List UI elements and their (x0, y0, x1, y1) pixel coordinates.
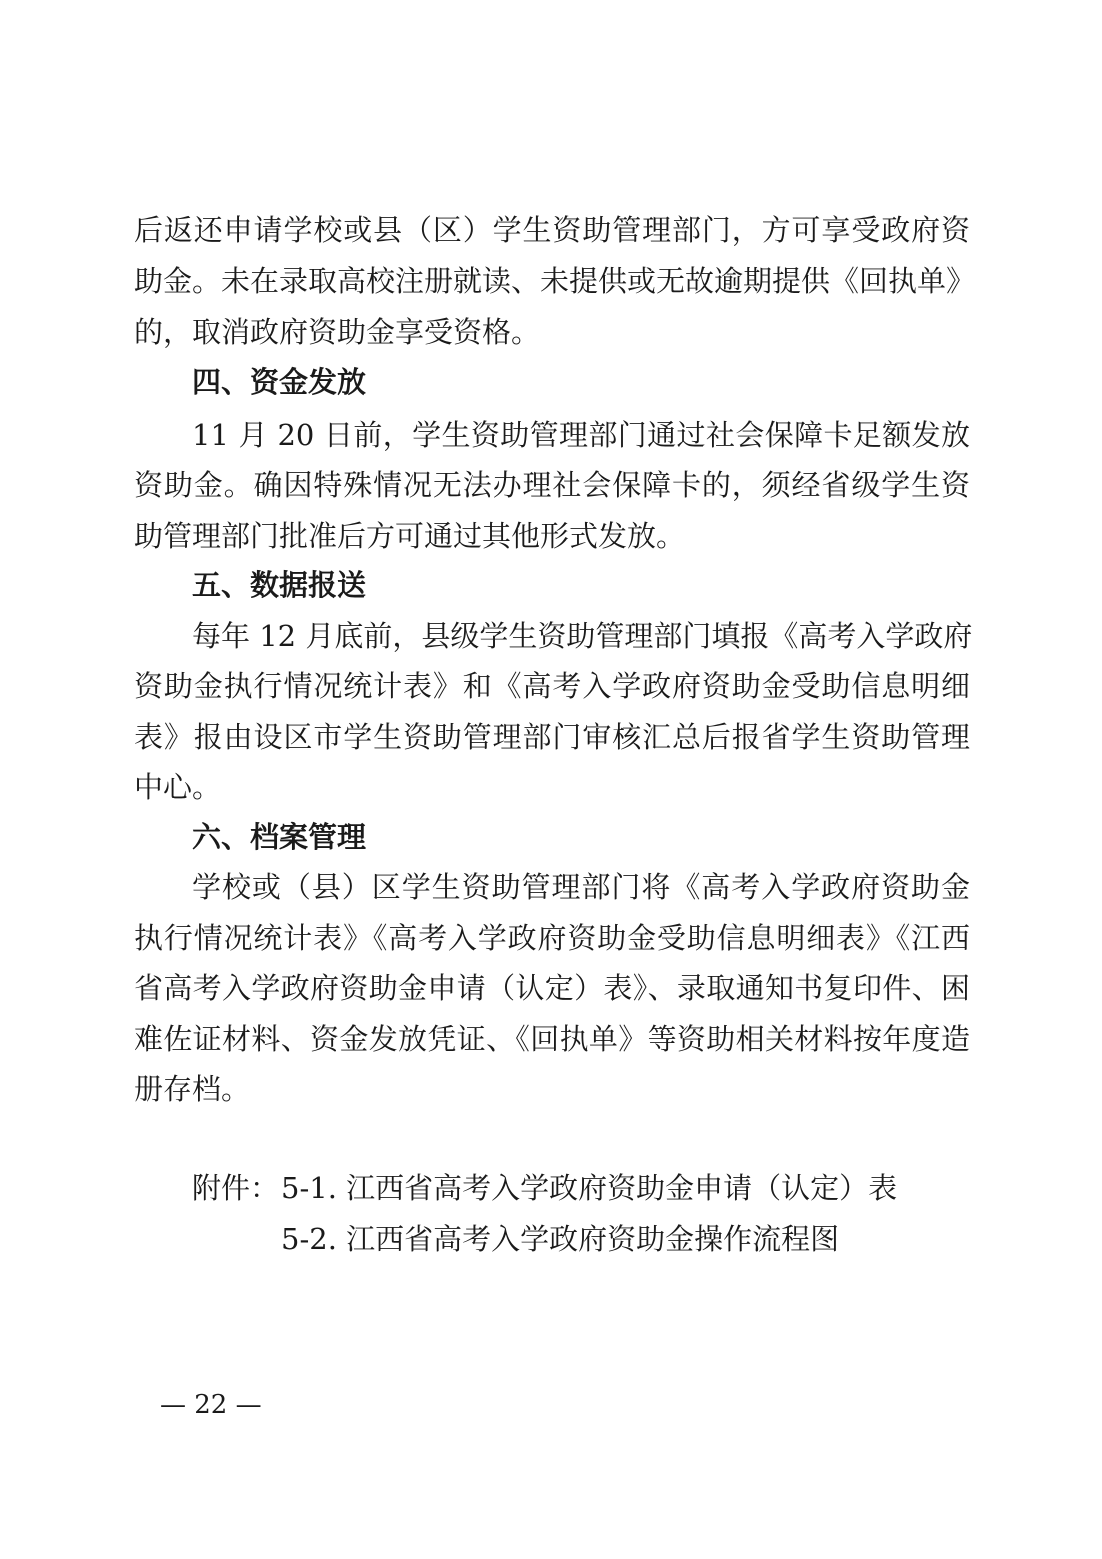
attachment-item: 5-2. 江西省高考入学政府资助金操作流程图 (281, 1222, 840, 1256)
paragraph-line: 11 月 20 日前，学生资助管理部门通过社会保障卡足额发放 (192, 418, 970, 452)
paragraph-line: 难佐证材料、资金发放凭证、《回执单》等资助相关材料按年度造 (134, 1022, 970, 1056)
paragraph-line: 中心。 (134, 770, 222, 804)
paragraph-line: 册存档。 (134, 1072, 251, 1106)
paragraph-line: 助管理部门批准后方可通过其他形式发放。 (134, 519, 686, 553)
section-heading: 五、数据报送 (192, 568, 367, 602)
paragraph-line: 学校或（县）区学生资助管理部门将《高考入学政府资助金 (192, 870, 970, 904)
paragraph-line: 资助金。确因特殊情况无法办理社会保障卡的，须经省级学生资 (134, 468, 970, 502)
paragraph-line: 后返还申请学校或县（区）学生资助管理部门，方可享受政府资 (134, 213, 970, 247)
paragraph-line: 表》报由设区市学生资助管理部门审核汇总后报省学生资助管理 (134, 720, 970, 754)
paragraph-line: 的，取消政府资助金享受资格。 (134, 315, 541, 349)
paragraph-line: 助金。未在录取高校注册就读、未提供或无故逾期提供《回执单》 (134, 264, 976, 298)
attachments-label: 附件： (192, 1171, 280, 1205)
paragraph-line: 省高考入学政府资助金申请（认定）表》、录取通知书复印件、困 (134, 971, 970, 1005)
section-heading: 六、档案管理 (192, 820, 367, 854)
attachment-item: 5-1. 江西省高考入学政府资助金申请（认定）表 (281, 1171, 898, 1205)
page-number: — 22 — (160, 1390, 262, 1420)
paragraph-line: 资助金执行情况统计表》和《高考入学政府资助金受助信息明细 (134, 669, 970, 703)
paragraph-line: 每年 12 月底前，县级学生资助管理部门填报《高考入学政府 (192, 619, 973, 653)
paragraph-line: 执行情况统计表》《高考入学政府资助金受助信息明细表》《江西 (134, 921, 970, 955)
section-heading: 四、资金发放 (192, 365, 367, 399)
